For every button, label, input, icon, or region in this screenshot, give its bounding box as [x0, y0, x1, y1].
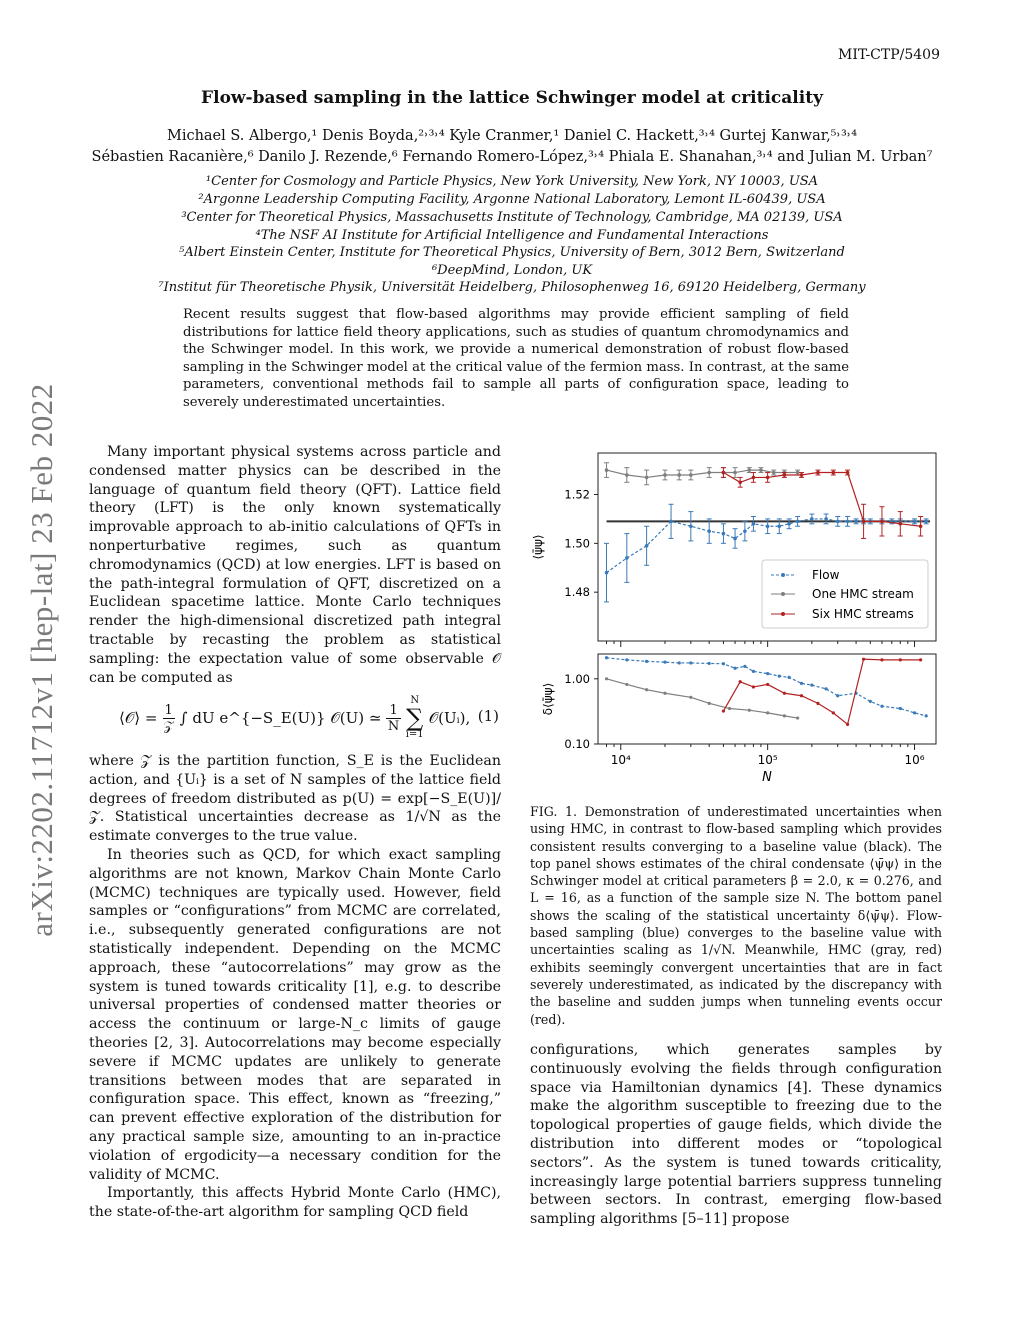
- data-point: [816, 702, 819, 705]
- data-point: [836, 520, 840, 524]
- eq-frac-bottom: N: [387, 718, 400, 734]
- x-tick-label: 10⁶: [904, 753, 925, 767]
- data-point: [625, 683, 628, 686]
- authors-line-2: Sébastien Racanière,⁶ Danilo J. Rezende,⁶ Fernando Romero-López,³˒⁴ Phiala E. Shanahan,³˒⁴ and Julian M. Urban⁷: [91, 149, 933, 165]
- data-point: [747, 468, 751, 472]
- data-point: [824, 687, 827, 690]
- data-point: [778, 674, 781, 677]
- eq-frac-bottom: 𝒵: [163, 718, 174, 734]
- x-tick-label: 10⁵: [757, 753, 778, 767]
- eq-frac-top: 1: [164, 702, 173, 718]
- data-point: [625, 473, 629, 477]
- y-tick-label: 0.10: [564, 737, 590, 751]
- series-one-hmc-stream: [605, 677, 799, 719]
- data-point: [766, 672, 769, 675]
- data-point: [645, 660, 648, 663]
- data-point: [722, 662, 725, 665]
- data-point: [800, 682, 803, 685]
- eq-sum-upper: N: [410, 695, 420, 706]
- data-point: [752, 670, 755, 673]
- affiliation: ⁵Albert Einstein Center, Institute for Theoretical Physics, University of Bern, 3012 Bern, Switzerland: [179, 245, 845, 260]
- legend-flow-marker: [781, 573, 785, 577]
- data-point: [832, 711, 835, 714]
- data-point: [733, 667, 736, 670]
- data-point: [752, 522, 756, 526]
- data-point: [743, 665, 746, 668]
- abstract: Recent results suggest that flow-based algorithms may provide efficient sampling of field distributions for lattice field theory applications, such as studies of quantum chromodynamics and the Schwinger model. In this work, we provide a numerical demonstration of robust flow-based sampling in the Schwinger model at the critical value of the fermion mass. In contrast, at the same parameters, conventional methods fail to sample all parts of configuration space, leading to severely underestimated uncertainties.: [183, 307, 849, 410]
- bottom-panel: [541, 654, 936, 785]
- y-tick-label: 1.50: [564, 536, 590, 551]
- legend-flow-label: Flow: [812, 568, 840, 582]
- data-point: [739, 680, 742, 683]
- data-point: [677, 473, 681, 477]
- data-point: [832, 471, 836, 475]
- data-point: [766, 683, 769, 686]
- legend-six-hmc-marker: [781, 612, 785, 616]
- data-point: [645, 688, 648, 691]
- data-point: [869, 700, 872, 703]
- data-point: [766, 711, 769, 714]
- eq-frac-top: 1: [386, 703, 400, 719]
- y-tick-label: 1.48: [564, 585, 590, 600]
- eq-sum-lower: i=1: [405, 729, 424, 740]
- equation-number: (1): [477, 707, 499, 725]
- data-point: [899, 522, 903, 526]
- data-point: [796, 716, 799, 719]
- data-point: [743, 529, 747, 533]
- data-point: [913, 711, 916, 714]
- data-point: [854, 520, 858, 524]
- legend: [762, 560, 928, 628]
- data-point: [663, 661, 666, 664]
- data-point: [800, 473, 804, 477]
- report-number: MIT-CTP/5409: [838, 47, 940, 63]
- data-point: [733, 471, 737, 475]
- data-point: [605, 656, 608, 659]
- legend-one-hmc-marker: [781, 592, 785, 596]
- data-point: [759, 468, 763, 472]
- data-point: [777, 524, 781, 528]
- data-point: [605, 677, 608, 680]
- top-panel: [531, 453, 936, 647]
- data-point: [678, 661, 681, 664]
- body-column-left: [89, 443, 501, 687]
- data-point: [738, 480, 742, 484]
- data-point: [766, 524, 770, 528]
- body-column-left-continued: [89, 752, 501, 1222]
- series-line: [607, 658, 927, 716]
- legend-six-hmc-label: Six HMC streams: [812, 607, 914, 621]
- data-point: [796, 471, 800, 475]
- data-point: [689, 661, 692, 664]
- eq-tail: 𝒪(Uᵢ),: [428, 709, 471, 727]
- data-point: [766, 476, 770, 480]
- data-point: [752, 476, 756, 480]
- data-point: [899, 707, 902, 710]
- data-point: [707, 471, 711, 475]
- paragraph: In theories such as QCD, for which exact sampling algorithms are not known, Markov Chain Monte Carlo (MCMC) techniques are typically used. However, field samples or “configurations” from MCMC are correlated, i.e., subsequently generated configurations are not statistically independent. Depending on the MCMC approach, these “autocorrelations” may grow as the system is tuned towards criticality [1], e.g. to describe universal properties of condensed matter theories or access the continuum or large-N_c limits of gauge theories [2, 3]. Autocorrelations may become especially severe if MCMC updates are unlikely to generate transitions between modes that are separated in configuration space. This effect, known as “freezing,” can prevent effective exploration of the distribution for any practical sample size, amounting to an in-practice violation of ergodicity—a necessary condition for the validity of MCMC.: [89, 846, 501, 1183]
- data-point: [708, 702, 711, 705]
- data-point: [880, 705, 883, 708]
- arxiv-stamp-text: arXiv:2202.11712v1 [hep-lat] 23 Feb 2022: [24, 383, 59, 937]
- data-point: [810, 517, 814, 521]
- legend-one-hmc-label: One HMC stream: [812, 587, 914, 601]
- data-point: [645, 544, 649, 548]
- data-point: [625, 658, 628, 661]
- data-point: [919, 524, 923, 528]
- affiliation: ³Center for Theoretical Physics, Massachusetts Institute of Technology, Cambridge, MA 02139, USA: [181, 210, 843, 225]
- affiliation: ⁷Institut für Theoretische Physik, Universität Heidelberg, Philosophenweg 16, 69120 Heidelberg, Germany: [158, 280, 866, 295]
- data-point: [722, 709, 725, 712]
- data-point: [669, 520, 673, 524]
- x-axis-label: N: [762, 770, 772, 785]
- data-point: [722, 471, 726, 475]
- data-point: [862, 658, 865, 661]
- data-point: [748, 709, 751, 712]
- data-point: [772, 471, 776, 475]
- data-point: [787, 522, 791, 526]
- data-point: [836, 694, 839, 697]
- authors-line-1: Michael S. Albergo,¹ Denis Boyda,²˒³˒⁴ Kyle Cranmer,¹ Daniel C. Hackett,³˒⁴ Gurtej Kanwar,⁵˒³˒⁴: [166, 128, 858, 144]
- data-point: [880, 658, 883, 661]
- data-point: [663, 692, 666, 695]
- data-point: [824, 517, 828, 521]
- data-point: [733, 537, 737, 541]
- series-flow: [605, 656, 928, 717]
- data-point: [783, 692, 786, 695]
- data-point: [796, 520, 800, 524]
- affiliation: ⁴The NSF AI Institute for Artificial Intelligence and Fundamental Interactions: [255, 228, 769, 243]
- data-point: [752, 685, 755, 688]
- affiliation: ⁶DeepMind, London, UK: [431, 263, 593, 278]
- data-point: [846, 520, 850, 524]
- data-point: [689, 524, 693, 528]
- eq-integral: ∫ dU e^{−S_E(U)} 𝒪(U) ≃: [179, 709, 382, 727]
- data-point: [663, 473, 667, 477]
- data-point: [783, 473, 787, 477]
- data-point: [899, 658, 902, 661]
- data-point: [810, 684, 813, 687]
- sigma-symbol: ∑: [406, 704, 424, 732]
- data-point: [625, 556, 629, 560]
- data-point: [605, 571, 609, 575]
- data-point: [728, 707, 731, 710]
- paragraph: Many important physical systems across particle and condensed matter physics can be described in the language of quantum field theory (QFT). Lattice field theory (LFT) is the only known systematically improvable approach to ab-initio calculations of QFTs in nonperturbative regimes, such as quantum chromodynamics (QCD) at low energies. LFT is based on the path-integral formulation of QFT, discretized on a Euclidean spacetime lattice. Monte Carlo techniques render the high-dimensional discretized path integral tractable by recasting the problem as statistical sampling: the expectation value of some observable 𝒪 can be computed as: [89, 444, 501, 686]
- y-tick-label: 1.00: [564, 671, 590, 686]
- data-point: [800, 694, 803, 697]
- data-point: [919, 658, 922, 661]
- series-six-hmc-streams: [722, 658, 922, 726]
- bottom-y-axis-label: δ⟨ψ̄ψ⟩: [541, 682, 555, 716]
- figure-1: [528, 450, 948, 790]
- data-point: [846, 471, 850, 475]
- series-one-hmc-stream: [604, 463, 800, 485]
- data-point: [816, 471, 820, 475]
- data-point: [722, 532, 726, 536]
- equation-1: [89, 690, 501, 746]
- data-point: [846, 723, 849, 726]
- bottom-plot-frame: [598, 654, 936, 744]
- data-point: [862, 520, 866, 524]
- affiliation: ²Argonne Leadership Computing Facility, Argonne National Laboratory, Lemont IL-60439, USA: [198, 192, 826, 207]
- data-point: [689, 473, 693, 477]
- data-point: [925, 714, 928, 717]
- data-point: [913, 520, 917, 524]
- series-six-hmc-streams: [721, 468, 923, 539]
- affiliation: ¹Center for Cosmology and Particle Physics, New York University, New York, NY 10003, USA: [205, 174, 819, 189]
- top-y-axis-label: ⟨ψ̄ψ⟩: [531, 534, 545, 560]
- y-tick-label: 1.52: [564, 487, 590, 502]
- data-point: [788, 676, 791, 679]
- data-point: [707, 529, 711, 533]
- paragraph: Importantly, this affects Hybrid Monte Carlo (HMC), the state-of-the-art algorithm for sampling QCD field: [89, 1185, 501, 1221]
- body-column-right: [530, 1041, 942, 1229]
- data-point: [689, 696, 692, 699]
- data-point: [924, 520, 928, 524]
- series-line: [723, 659, 920, 724]
- data-point: [645, 476, 649, 480]
- paragraph: configurations, which generates samples by continuously evolving the fields through configuration space via Hamiltonian dynamics [4]. These dynamics make the algorithm susceptible to freezing due to the topological properties of gauge fields, which divide the distribution into different modes or “topological sectors”. As the system is tuned towards criticality, increasingly large potential barriers suppress tunneling between sectors. In contrast, emerging flow-based sampling algorithms [5–11] propose: [530, 1042, 942, 1228]
- paragraph: where 𝒵 is the partition function, S_E is the Euclidean action, and {Uᵢ} is a set of N samples of the lattice field degrees of freedom distributed as p(U) = exp[−S_E(U)]/𝒵. Statistical uncertainties decrease as 1/√N as the estimate converges to the true value.: [89, 753, 501, 845]
- data-point: [605, 468, 609, 472]
- paper-title: Flow-based sampling in the lattice Schwinger model at criticality: [201, 88, 823, 108]
- x-tick-label: 10⁴: [610, 753, 631, 767]
- data-point: [708, 662, 711, 665]
- figure-caption: FIG. 1. Demonstration of underestimated uncertainties when using HMC, in contrast to flow-based sampling which provides consistent results converging to a baseline value (black). The top panel shows estimates of the chiral condensate ⟨ψ̄ψ⟩ in the Schwinger model at critical parameters β = 2.0, κ = 0.276, and L = 16, as a function of the sample size N. The bottom panel shows the scaling of the statistical uncertainty δ⟨ψ̄ψ⟩. Flow-based sampling (blue) converges to the baseline value with uncertainties scaling as 1/√N. Meanwhile, HMC (gray, red) exhibits seemingly convergent uncertainties that are in fact severely underestimated, as indicated by the discrepancy with the baseline and sudden jumps when tunneling events occur (red).: [530, 804, 942, 1027]
- data-point: [783, 714, 786, 717]
- arxiv-stamp: [14, 330, 70, 990]
- data-point: [880, 520, 884, 524]
- eq-lhs: ⟨𝒪⟩ =: [119, 709, 158, 727]
